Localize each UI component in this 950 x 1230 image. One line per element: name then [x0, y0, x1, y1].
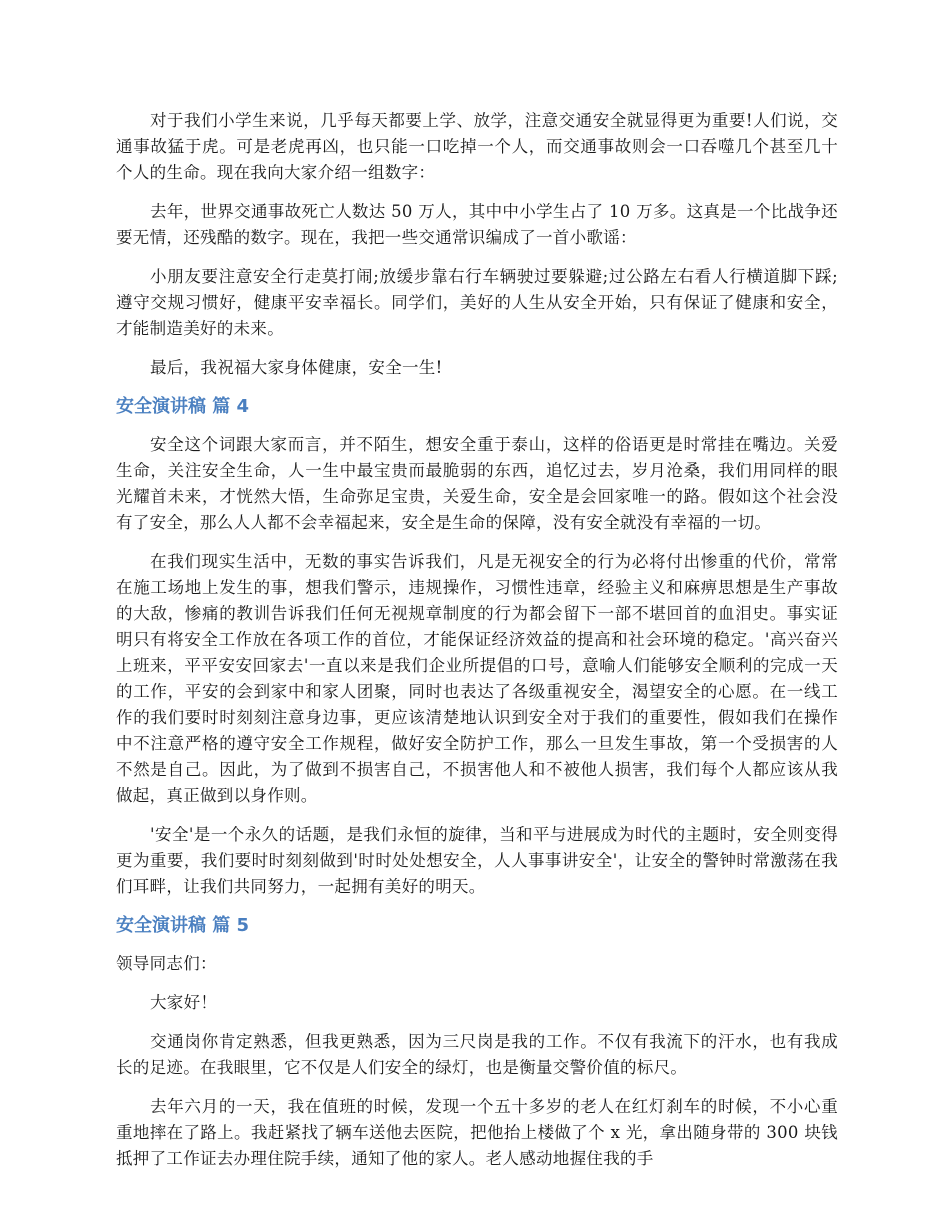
paragraph: 交通岗你肯定熟悉，但我更熟悉，因为三尺岗是我的工作。不仅有我流下的汗水，也有我成长的足迹。在我眼里，它不仅是人们安全的绿灯，也是衡量交警价值的标尺。 — [116, 1032, 838, 1077]
paragraph: '安全'是一个永久的话题，是我们永恒的旋律，当和平与进展成为时代的主题时，安全则变得更为重要，我们要时时刻刻做到'时时处处想安全，人人事事讲安全'，让安全的警钟时常激荡在我们耳畔，让我们共同努力，一起拥有美好的明天。 — [116, 825, 838, 896]
document-body — [116, 108, 838, 1185]
paragraph: 最后，我祝福大家身体健康，安全一生! — [150, 358, 443, 377]
section-heading-4: 安全演讲稿 篇 4 — [116, 396, 250, 417]
greeting: 大家好！ — [150, 993, 218, 1012]
paragraph: 在我们现实生活中，无数的事实告诉我们，凡是无视安全的行为必将付出惨重的代价，常常在施工场地上发生的事，想我们警示，违规操作，习惯性违章，经验主义和麻痹思想是生产事故的大敌，惨痛的教训告诉我们任何无视规章制度的行为都会留下一部不堪回首的血泪史。事实证明只有将安全工作放在各项工作的首位，才能保证经济效益的提高和社会环境的稳定。'高兴奋兴上班来，平平安安回家去'一直以来是我们企业所提倡的口号，意喻人们能够安全顺利的完成一天的工作，平安的会到家中和家人团聚，同时也表达了各级重视安全，渴望安全的心愿。在一线工作的我们要时时刻刻注意身边事，更应该清楚地认识到安全对于我们的重要性，假如我们在操作中不注意严格的遵守安全工作规程，做好安全防护工作，那么一旦发生事故，第一个受损害的人不然是自己。因此，为了做到不损害自己，不损害他人和不被他人损害，我们每个人都应该从我做起，真正做到以身作则。 — [116, 552, 838, 805]
section-heading-5: 安全演讲稿 篇 5 — [116, 915, 250, 936]
paragraph: 去年，世界交通事故死亡人数达 50 万人，其中中小学生占了 10 万多。这真是一个比战争还要无情，还残酷的数字。现在，我把一些交通常识编成了一首小歌谣： — [116, 202, 838, 247]
paragraph: 小朋友要注意安全行走莫打闹;放缓步靠右行车辆驶过要躲避;过公路左右看人行横道脚下踩;遵守交规习惯好，健康平安幸福长。同学们，美好的人生从安全开始，只有保证了健康和安全，才能制造美好的未来。 — [116, 267, 838, 338]
paragraph: 对于我们小学生来说，几乎每天都要上学、放学，注意交通安全就显得更为重要!人们说，交通事故猛于虎。可是老虎再凶，也只能一口吃掉一个人，而交通事故则会一口吞噬几个甚至几十个人的生命。现在我向大家介绍一组数字： — [116, 111, 838, 182]
paragraph: 去年六月的一天，我在值班的时候，发现一个五十多岁的老人在红灯刹车的时候，不小心重重地摔在了路上。我赶紧找了辆车送他去医院，把他抬上楼做了个 x 光，拿出随身带的 300 块钱抵押了工作证去办理住院手续，通知了他的家人。老人感动地握住我的手 — [116, 1097, 838, 1168]
paragraph: 安全这个词跟大家而言，并不陌生，想安全重于泰山，这样的俗语更是时常挂在嘴边。关爱生命，关注安全生命，人一生中最宝贵而最脆弱的东西，追忆过去，岁月沧桑，我们用同样的眼光耀首未来，才恍然大悟，生命弥足宝贵，关爱生命，安全是会回家唯一的路。假如这个社会没有了安全，那么人人都不会幸福起来，安全是生命的保障，没有安全就没有幸福的一切。 — [116, 435, 838, 532]
salutation: 领导同志们： — [116, 954, 217, 973]
